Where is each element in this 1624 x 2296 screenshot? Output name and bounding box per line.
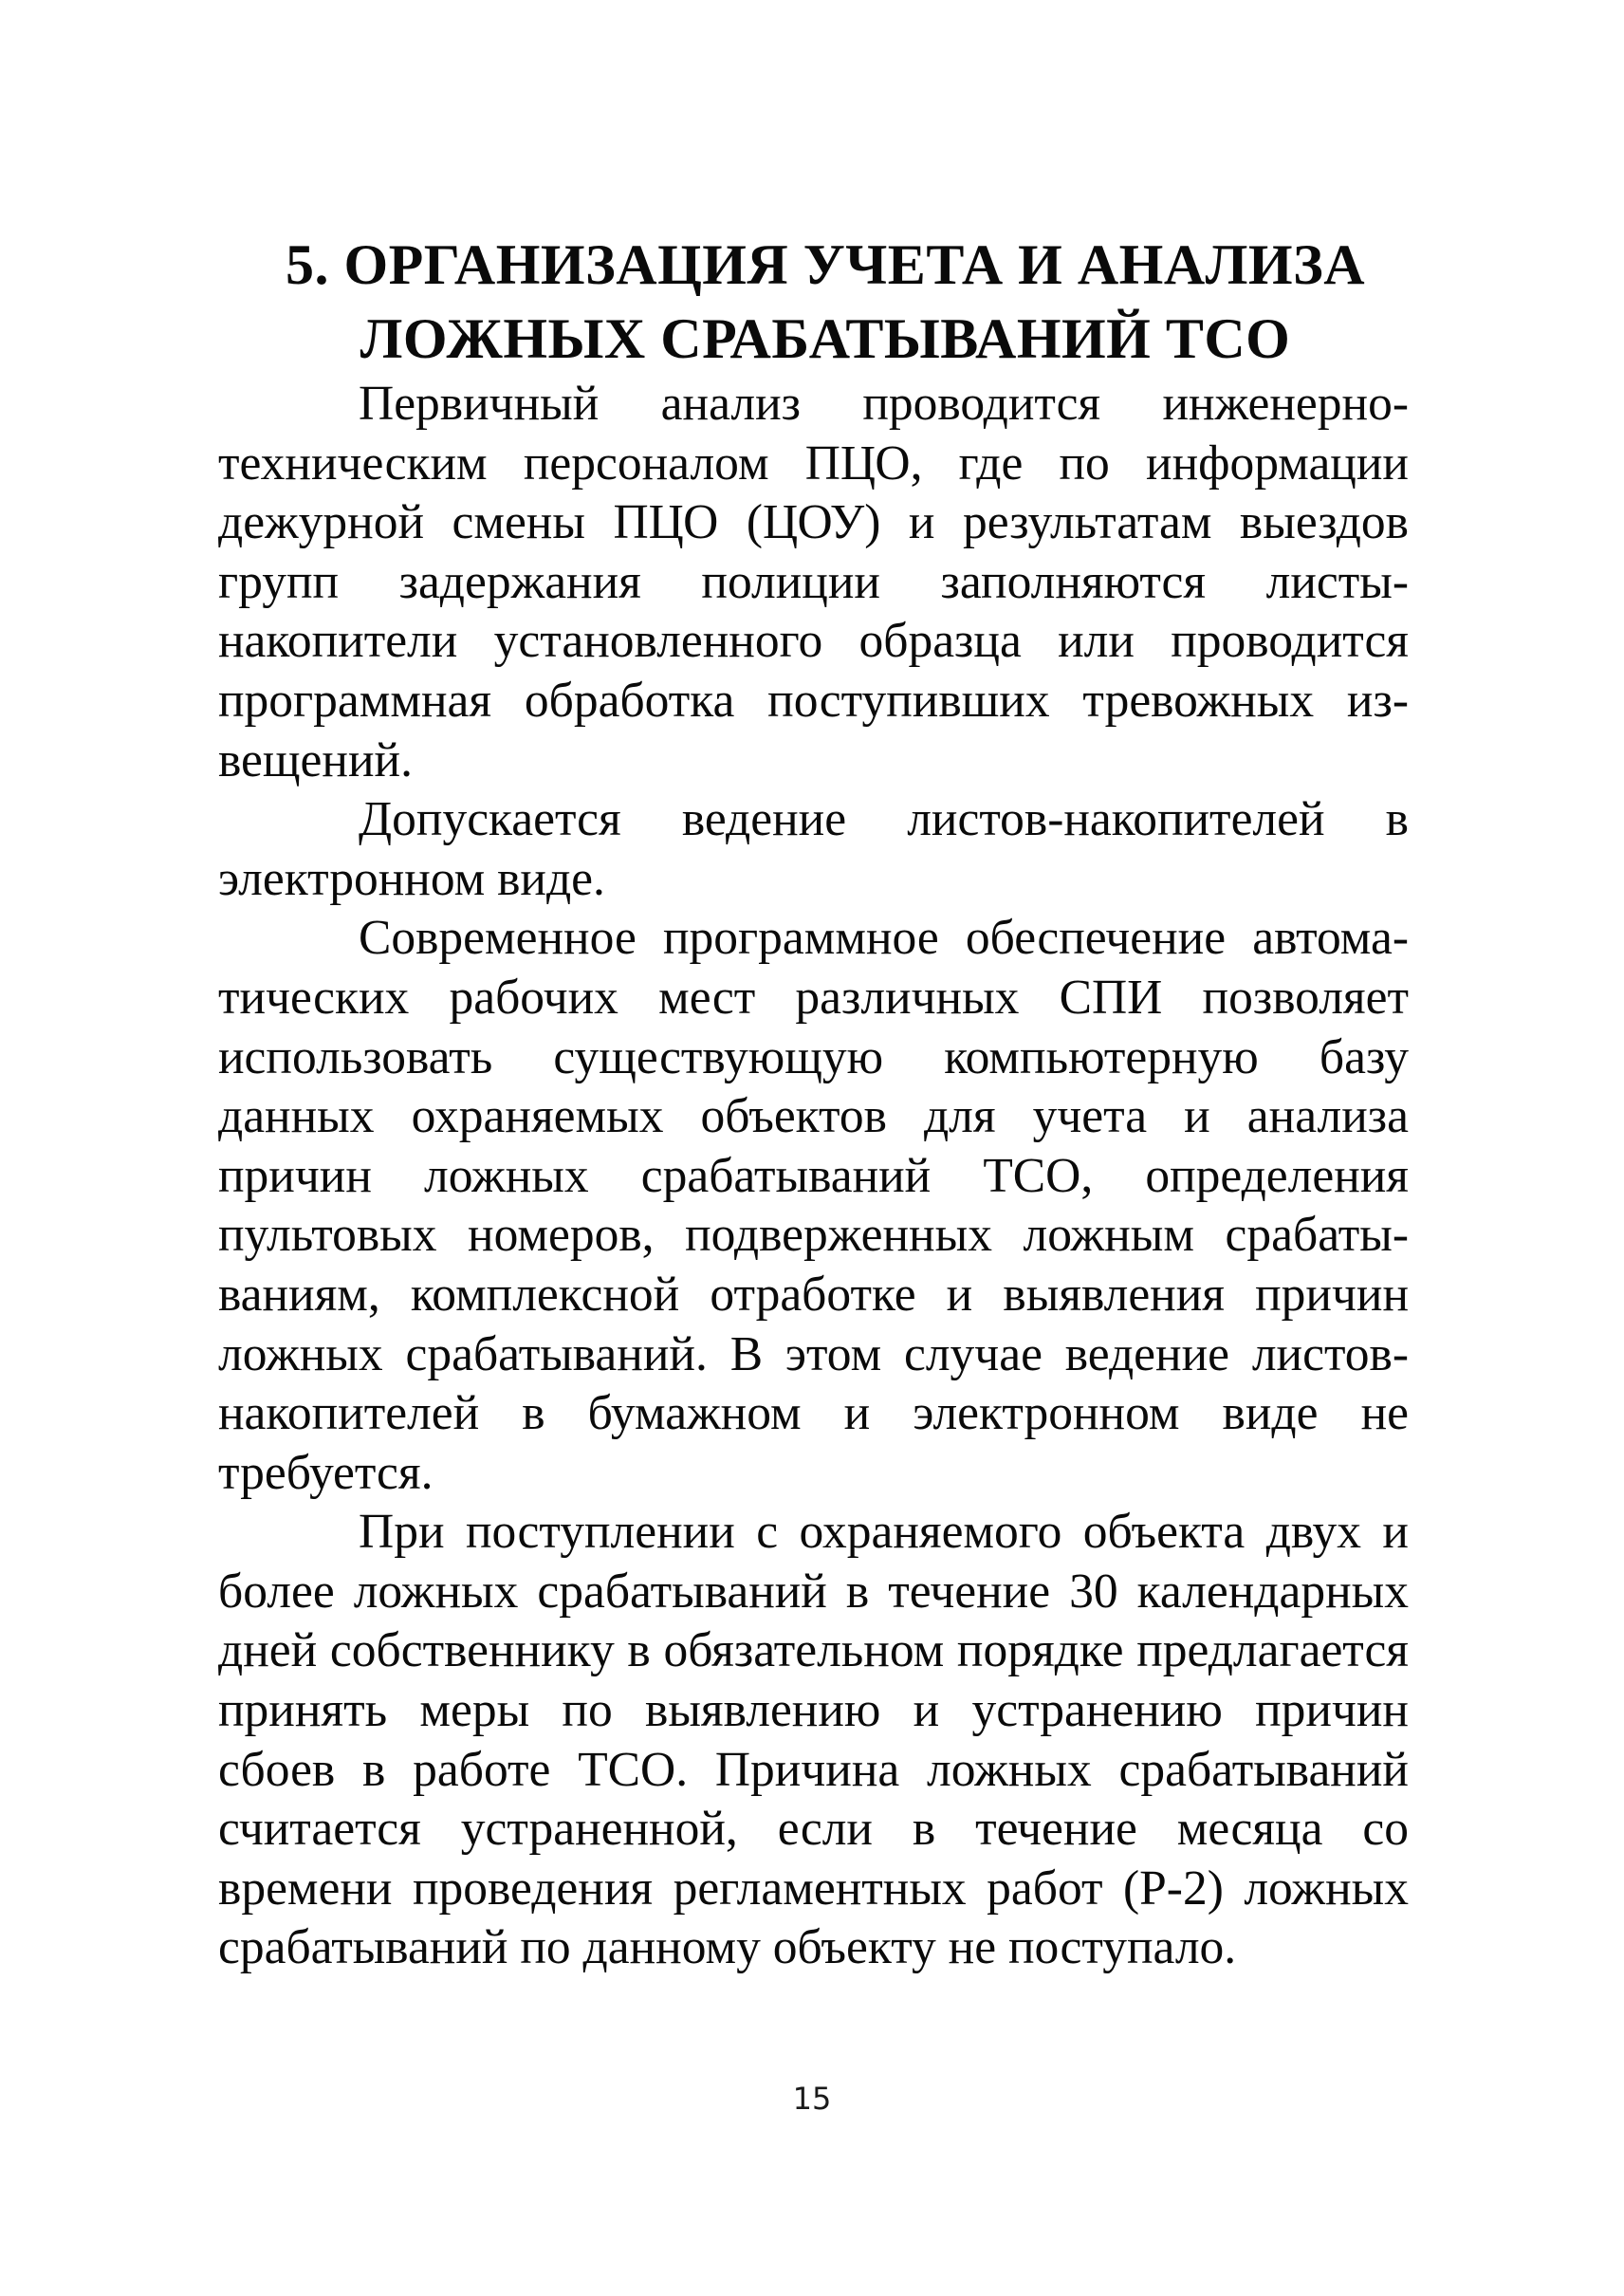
section-heading-line-1: 5. ОРГАНИЗАЦИЯ УЧЕТА И АНАЛИЗА [285,233,1366,297]
section-heading [209,228,1442,376]
paragraph-primary-analysis: Первичный анализ проводится инженерно-техническим персоналом ПЦО, где по информации дежурной смены ПЦО (ЦОУ) и результатам выездов групп задержания полиции заполняются листы-накопители установленного образца или проводится программная обработка поступивших тревожных извещений. [218,377,1409,787]
page-number: 15 [792,2081,832,2117]
body-text [218,375,1409,1978]
paragraph-software: Современное программное обеспечение автоматических рабочих мест различных СПИ позволяет использовать существующую компьютерную базу данных охраняемых объектов для учета и анализа причин ложных срабатываний ТСО, определения пультовых номеров, подверженных ложным срабатываниям, комплексной отработке и выявления причин ложных срабатываний. В этом случае ведение листов-накопителей в бумажном и электронном виде не требуется. [218,911,1409,1500]
paragraph-measures: При поступлении с охраняемого объекта двух и более ложных срабатываний в течение 30 календарных дней собственнику в обязательном порядке предлагается принять меры по выявлению и устранению причин сбоев в работе ТСО. Причина ложных срабатываний считается устраненной, если в течение месяца со времени проведения регламентных работ (Р-2) ложных срабатываний по данному объекту не поступало. [218,1505,1409,1975]
paragraph-electronic-form: Допускается ведение листов-накопителей в электронном виде. [218,792,1409,906]
section-heading-line-2: ЛОЖНЫХ СРАБАТЫВАНИЙ ТСО [360,307,1291,371]
